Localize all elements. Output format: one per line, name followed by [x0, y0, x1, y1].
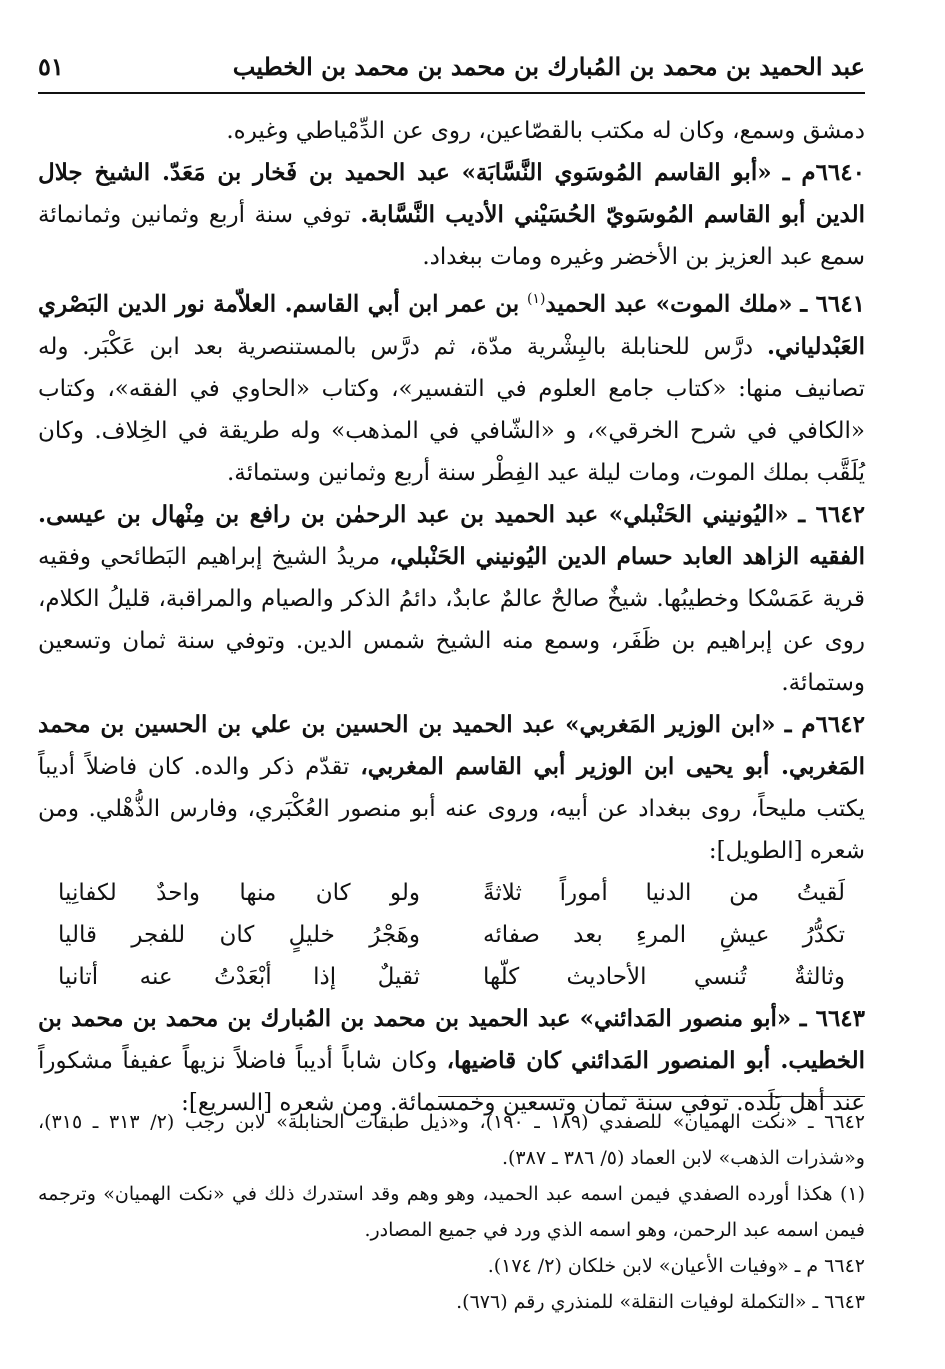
entry-number: ٦٦٤٠م ـ [782, 159, 865, 186]
footnote-ref: (١) [526, 291, 546, 307]
entry-title: «اليُونيني الحَنْبلي» عبد الحميد بن عبد الرحمٰن بن رافع بن مِنْهال بن عيسى. الفقيه الزاهد العابد حسام الدين اليُونيني الحَنْبلي، [38, 500, 866, 570]
verse-first-hemistich: لَقيتُ من الدنيا أموراً ثلاثةً [482, 879, 845, 906]
footnote-note: (١) هكذا أورده الصفدي فيمن اسمه عبد الحميد، وهو وهم وقد استدرك ذلك في «نكت الهميان» وترجمه فيمن اسمه عبد الرحمن، وهو اسمه الذي ورد في جميع المصادر. [38, 1183, 865, 1241]
continuation-paragraph: دمشق وسمع، وكان له مكتب بالقصّاعين، روى عن الدِّمْياطي وغيره. [226, 118, 865, 144]
entry-title: «أبو منصور المَدائني» عبد الحميد بن محمد بن المُبارك بن محمد بن محمد بن الخطيب. أبو المنصور المَدائني كان قاضيها، [38, 1004, 865, 1074]
entry-number: ٦٦٤٢ ـ [798, 500, 866, 528]
entry-title: «أبو القاسم المُوسَوي النَّسَّابَة» عبد الحميد بن فَخار بن مَعَدّ. الشيخ جلال الدين أبو القاسم المُوسَويّ الحُسَيْني الأديب النَّسَّابة. [38, 159, 865, 228]
entry-6642m [38, 704, 865, 872]
verse-first-hemistich: وثالثةٌ تُنسي الأحاديث كلّها [482, 963, 845, 990]
entry-number: ٦٦٤٣ ـ [799, 1004, 866, 1032]
entry-number: ٦٦٤١ ـ [800, 290, 865, 318]
entry-text: توفي سنة أربع وثمانين وثمانمائة سمع عبد العزيز بن الأخضر وغيره ومات ببغداد. [38, 202, 865, 270]
verse-second-hemistich: ولو كان منها واحدٌ لكفانِيا [58, 879, 421, 906]
header-rule [38, 92, 865, 94]
poem-verse [38, 872, 865, 914]
poem [38, 872, 865, 998]
footnote-source: ٦٦٤٢ م ـ «وفيات الأعيان» لابن خلكان (٢/ ١٧٤). [487, 1255, 865, 1277]
entry-text: مريدُ الشيخ إبراهيم البَطائحي وفقيه قرية عَمَسْكا وخطيبُها. شيخٌ صالحٌ عالمٌ عابدٌ، دائمُ الذكر والصيام والمراقبة، قليلُ الكلام، روى عن إبراهيم بن ظَفَر، وسمع منه الشيخ شمس الدين. وتوفي سنة ثمان وتسعين وستمائة. [38, 543, 865, 696]
footnote-source: ٦٦٤٣ ـ «التكملة لوفيات النقلة» للمنذري رقم (٦٧٦). [456, 1291, 865, 1313]
verse-first-hemistich: تكدُّرُ عيشِ المرءِ بعد صفائه [482, 921, 845, 948]
footnote-source: ٦٦٤٢ ـ «نكت الهميان» للصفدي (١٨٩ ـ ١٩٠)، و«ذيل طبقات الحنابلة» لابن رجب (٢/ ٣١٣ ـ ٣١٥)، و«شذرات الذهب» لابن العماد (٥/ ٣٨٦ ـ ٣٨٧). [38, 1111, 865, 1169]
entry-title: «ملك الموت» عبد الحميد [545, 290, 793, 318]
page-number: ٥١ [38, 52, 64, 81]
poem-verse [38, 914, 865, 956]
running-title: عبد الحميد بن محمد بن المُبارك بن محمد بن محمد بن الخطيب [232, 52, 865, 81]
entry-text: تقدّم ذكر والده. كان فاضلاً أديباً يكتب مليحاً، روى ببغداد عن أبيه، وروى عنه أبو منصور العُكْبَري، وفارس الذُّهْلي. ومن شعره [الطويل]: [38, 753, 865, 864]
main-text [38, 110, 865, 1124]
poem-verse [38, 956, 865, 998]
verse-second-hemistich: ثقيلٌ إذا أبْعَدْتُ عنه أتانيا [58, 963, 421, 990]
entry-title-cont: بن عمر ابن أبي القاسم. العلاّمة نور الدين البَصْري العَبْدلياني. [38, 290, 866, 360]
footnote-rule [438, 1096, 865, 1097]
entry-6641 [38, 278, 865, 494]
entry-text: وكان شاباً أديباً فاضلاً نزيهاً عفيفاً مشكوراً عند أهل بَلَده. توفي سنة ثمان وتسعين وخمسمائة. ومن شعره [السريع]: [38, 1047, 865, 1116]
page-header [38, 48, 865, 88]
entry-text: درَّس للحنابلة بالبِشْرية مدّة، ثم درَّس بالمستنصرية بعد ابن عَكْبَر. وله تصانيف منها: «كتاب جامع العلوم في التفسير»، وكتاب «الحاوي في الفقه»، وكتاب «الكافي في شرح الخرقي»، و «الشّافي في المذهب» وله طريقة في الخِلاف. وكان يُلَقَّب بملك الموت، ومات ليلة عيد الفِطْر سنة أربع وثمانين وستمائة. [38, 333, 865, 486]
verse-second-hemistich: وهَجْرُ خليلٍ كان للفجر قاليا [58, 921, 421, 948]
entry-6642 [38, 494, 865, 704]
entry-6640 [38, 152, 865, 278]
entry-title: «ابن الوزير المَغربي» عبد الحميد بن الحسين بن علي بن الحسين بن محمد المَغربي. أبو يحيى ابن الوزير أبي القاسم المغربي، [38, 710, 866, 780]
entry-number: ٦٦٤٢م ـ [784, 710, 865, 738]
footnotes [38, 1104, 865, 1320]
